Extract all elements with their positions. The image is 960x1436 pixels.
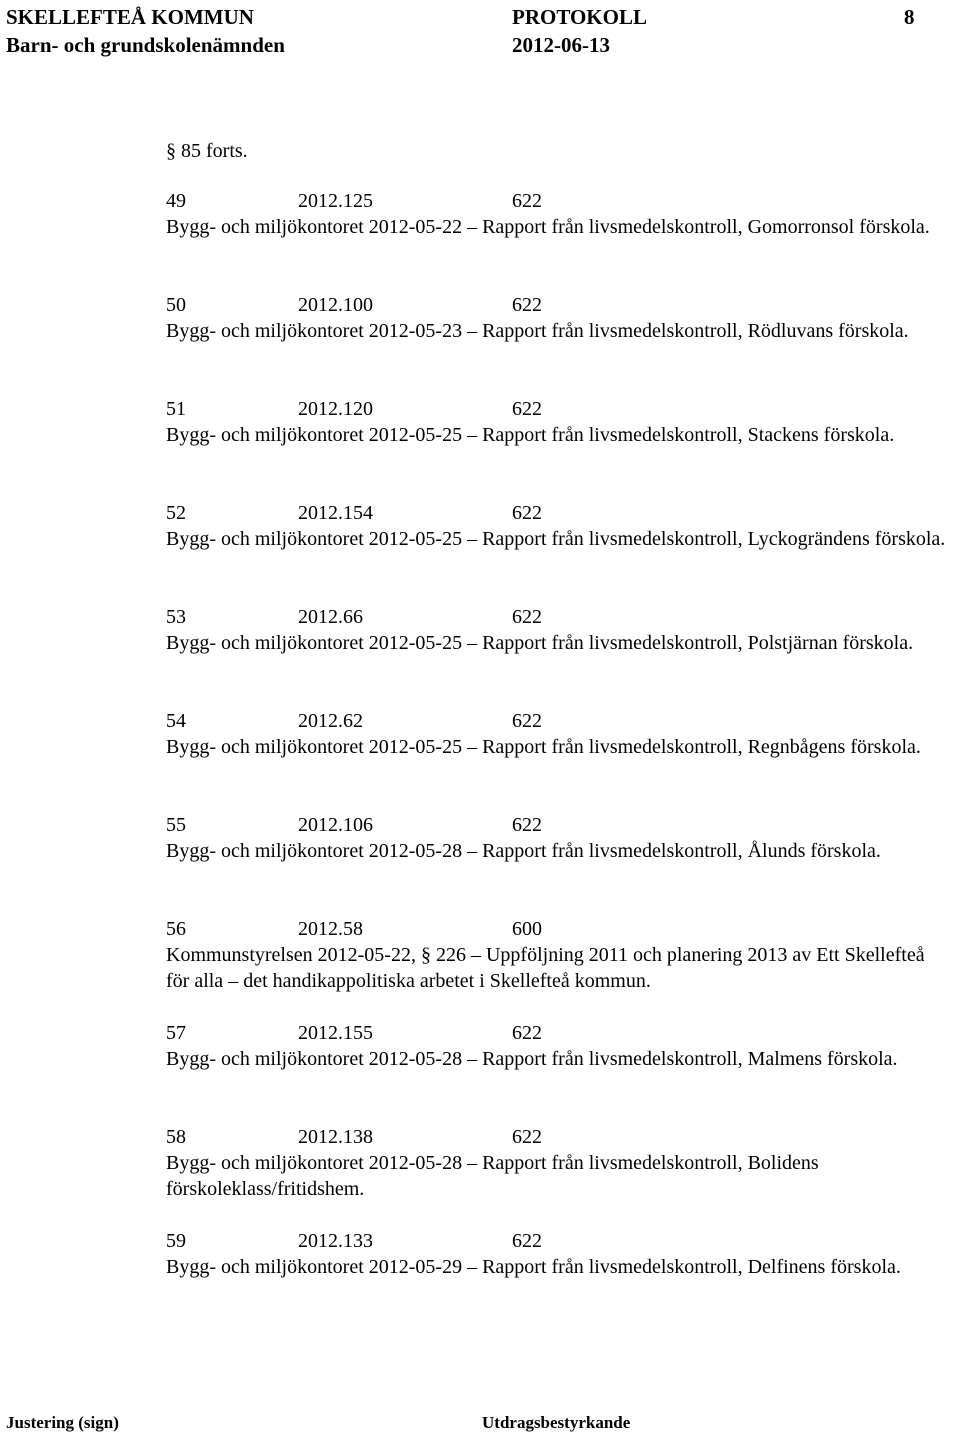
entry-diary-number: 2012.106: [298, 814, 373, 836]
entry-number: 52: [166, 502, 186, 524]
entry-item: [166, 188, 946, 292]
entry-list: [166, 188, 946, 1332]
entry-number: 59: [166, 1230, 186, 1252]
entry-code: 622: [512, 398, 542, 420]
section-heading: § 85 forts.: [166, 140, 248, 162]
entry-diary-number: 2012.133: [298, 1230, 373, 1252]
entry-code: 622: [512, 190, 542, 212]
entry-number: 51: [166, 398, 186, 420]
entry-reference-row: [166, 708, 946, 734]
entry-reference-row: [166, 1124, 946, 1150]
footer-certification-label: Utdragsbestyrkande: [482, 1413, 631, 1432]
entry-diary-number: 2012.100: [298, 294, 373, 316]
entry-code: 622: [512, 1022, 542, 1044]
entry-number: 54: [166, 710, 186, 732]
entry-diary-number: 2012.138: [298, 1126, 373, 1148]
entry-description: Bygg- och miljökontoret 2012-05-28 – Rapport från livsmedelskontroll, Ålunds förskola.: [166, 840, 881, 862]
municipality-name: SKELLEFTEÅ KOMMUN: [6, 5, 254, 29]
entry-code: 622: [512, 294, 542, 316]
entry-number: 58: [166, 1126, 186, 1148]
entry-item: [166, 916, 946, 1020]
meeting-date: 2012-06-13: [512, 33, 610, 57]
entry-description: Bygg- och miljökontoret 2012-05-25 – Rapport från livsmedelskontroll, Stackens förskola.: [166, 424, 895, 446]
entry-number: 53: [166, 606, 186, 628]
entry-item: [166, 812, 946, 916]
entry-reference-row: [166, 396, 946, 422]
page-number: 8: [904, 5, 915, 29]
entry-description: Bygg- och miljökontoret 2012-05-28 – Rapport från livsmedelskontroll, Malmens förskola.: [166, 1048, 898, 1070]
entry-item: [166, 292, 946, 396]
entry-diary-number: 2012.62: [298, 710, 363, 732]
entry-reference-row: [166, 916, 946, 942]
entry-code: 622: [512, 710, 542, 732]
entry-reference-row: [166, 1020, 946, 1046]
entry-item: [166, 500, 946, 604]
entry-item: [166, 1124, 946, 1228]
page-header: [0, 4, 960, 60]
entry-description: Bygg- och miljökontoret 2012-05-23 – Rapport från livsmedelskontroll, Rödluvans förskola.: [166, 320, 909, 342]
entry-code: 622: [512, 502, 542, 524]
entry-description: Bygg- och miljökontoret 2012-05-25 – Rapport från livsmedelskontroll, Lyckogrändens förskola.: [166, 528, 946, 550]
entry-code: 622: [512, 606, 542, 628]
entry-number: 55: [166, 814, 186, 836]
entry-reference-row: [166, 604, 946, 630]
entry-reference-row: [166, 500, 946, 526]
entry-code: 622: [512, 1126, 542, 1148]
entry-reference-row: [166, 188, 946, 214]
entry-description: Bygg- och miljökontoret 2012-05-25 – Rapport från livsmedelskontroll, Regnbågens förskola.: [166, 736, 921, 758]
entry-diary-number: 2012.155: [298, 1022, 373, 1044]
page-footer: [0, 1412, 960, 1436]
entry-item: [166, 1228, 946, 1332]
entry-diary-number: 2012.125: [298, 190, 373, 212]
entry-item: [166, 604, 946, 708]
entry-reference-row: [166, 812, 946, 838]
entry-description: Kommunstyrelsen 2012-05-22, § 226 – Uppföljning 2011 och planering 2013 av Ett Skellefteå för alla – det handikappolitiska arbetet i Skellefteå kommun.: [166, 944, 925, 992]
entry-description: Bygg- och miljökontoret 2012-05-25 – Rapport från livsmedelskontroll, Polstjärnan förskola.: [166, 632, 914, 654]
entry-number: 57: [166, 1022, 186, 1044]
entry-item: [166, 708, 946, 812]
document-type: PROTOKOLL: [512, 5, 647, 29]
entry-item: [166, 1020, 946, 1124]
entry-description: Bygg- och miljökontoret 2012-05-22 – Rapport från livsmedelskontroll, Gomorronsol förskola.: [166, 216, 930, 238]
committee-name: Barn- och grundskolenämnden: [6, 33, 285, 57]
footer-signature-label: Justering (sign): [6, 1413, 119, 1432]
entry-description: Bygg- och miljökontoret 2012-05-28 – Rapport från livsmedelskontroll, Bolidens förskoleklass/fritidshem.: [166, 1152, 819, 1200]
entry-diary-number: 2012.66: [298, 606, 363, 628]
entry-item: [166, 396, 946, 500]
entry-diary-number: 2012.154: [298, 502, 373, 524]
entry-number: 50: [166, 294, 186, 316]
entry-code: 600: [512, 918, 542, 940]
entry-code: 622: [512, 1230, 542, 1252]
entry-reference-row: [166, 292, 946, 318]
entry-code: 622: [512, 814, 542, 836]
entry-diary-number: 2012.58: [298, 918, 363, 940]
entry-description: Bygg- och miljökontoret 2012-05-29 – Rapport från livsmedelskontroll, Delfinens förskola.: [166, 1256, 901, 1278]
entry-number: 49: [166, 190, 186, 212]
entry-number: 56: [166, 918, 186, 940]
entry-diary-number: 2012.120: [298, 398, 373, 420]
entry-reference-row: [166, 1228, 946, 1254]
